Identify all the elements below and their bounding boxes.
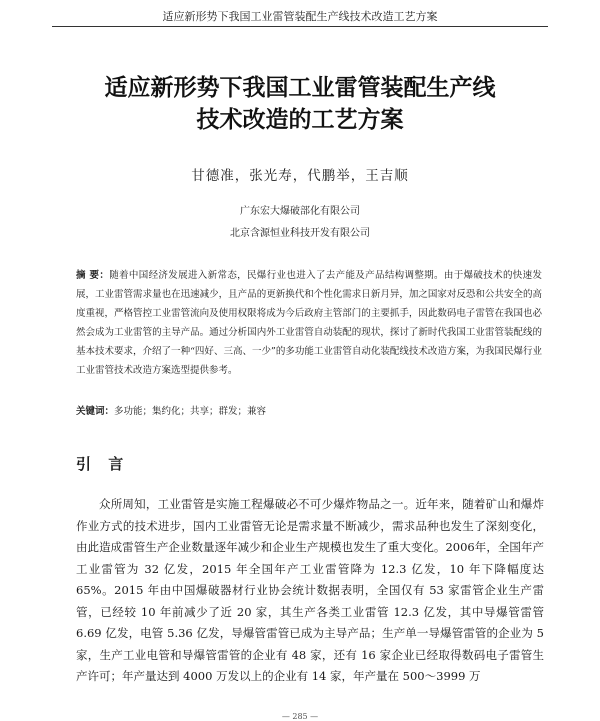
title-line-1: 适应新形势下我国工业雷管装配生产线 xyxy=(104,75,496,101)
paper-title xyxy=(0,72,600,136)
keywords xyxy=(76,403,542,417)
running-header: 适应新形势下我国工业雷管装配生产线技术改造工艺方案 xyxy=(162,10,438,23)
body-paragraph: 众所周知，工业雷管是实施工程爆破必不可少爆炸物品之一。近年来，随着矿山和爆炸作业方式的技术进步，国内工业雷管无论是需求量不断减少，需求品种也发生了深刻变化，由此造成雷管生产企业数量逐年减少和企业生产规模也发生了重大变化。2006年，全国年产工业雷管为 32 亿发，2015 年全国年产工业雷管降为 12.3 亿发，10 年下降幅度达 65%。2015 年由中国爆破器材行业协会统计数据表明，全国仅有 53 家雷管企业生产雷管，已经较 10 年前减少了近 20 家，其生产各类工业雷管 12.3 亿发，其中导爆管雷管 6.69 亿发，电管 5.36 亿发，导爆管雷管已成为主导产品；生产单一导爆管雷管的企业为 5 家，生产工业电管和导爆管雷管的企业有 48 家，还有 16 家企业已经取得数码电子雷管生产许可；年产量达到 4000 万发以上的企业有 14 家，年产量在 500～3999 万 xyxy=(76,497,544,683)
keywords-label: 关键词： xyxy=(76,406,115,417)
affiliation-1: 广东宏大爆破部化有限公司 xyxy=(240,206,360,217)
affiliation-2: 北京含源恒业科技开发有限公司 xyxy=(230,228,370,239)
abstract xyxy=(76,266,542,380)
title-line-2: 技术改造的工艺方案 xyxy=(196,107,404,133)
abstract-text: 随着中国经济发展进入新常态，民爆行业也进入了去产能及产品结构调整期。由于爆破技术的快速发展，工业雷管需求量也在迅速减少，且产品的更新换代和个性化需求日新月异，加之国家对反恐和公共安全的高度重视，严格管控工业雷管流向及使用权限将成为今后政府主管部门的主要抓手，因此数码电子雷管在我国也必然会成为工业雷管的主导产品。通过分析国内外工业雷管自动装配的现状，探讨了新时代我国工业雷管装配线的基本技术要求，介绍了一种“四好、三高、一少”的多功能工业雷管自动化装配线技术改造方案，为我国民爆行业工业雷管技术改造方案选型提供参考。 xyxy=(76,270,542,376)
section-heading: 引 言 xyxy=(76,455,130,473)
abstract-label: 摘 要： xyxy=(76,270,110,281)
keywords-text: 多功能；集约化；共享；群发；兼容 xyxy=(114,406,267,417)
authors: 甘德准，张光寿，代鹏举，王吉顺 xyxy=(191,168,409,184)
header-rule xyxy=(52,26,548,27)
page-number: — 285 — xyxy=(281,712,319,721)
